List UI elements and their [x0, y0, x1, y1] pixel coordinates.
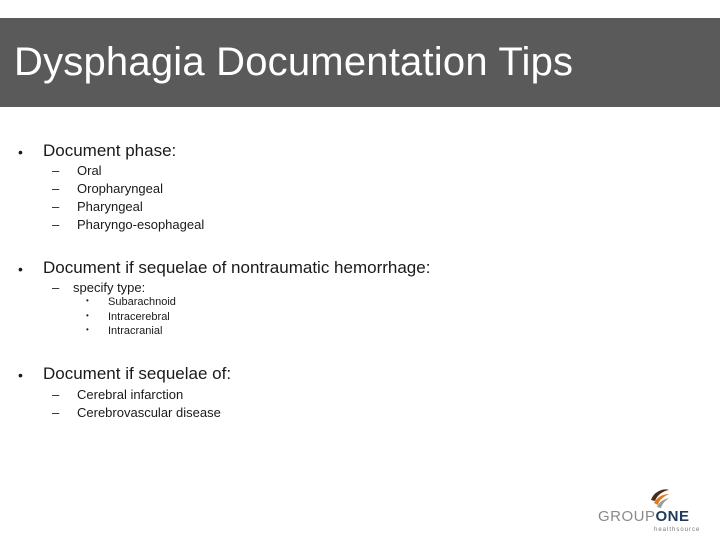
bullet-icon: •: [18, 367, 23, 383]
list-item: Cerebral infarction: [77, 387, 184, 402]
list-item: Intracranial: [108, 325, 163, 337]
logo-word-group: GROUP: [598, 508, 656, 525]
list-item: Cerebrovascular disease: [77, 405, 221, 420]
list-item: Subarachnoid: [108, 296, 176, 308]
bullet-icon: •: [86, 325, 89, 334]
logo-tagline: healthsource: [654, 527, 701, 533]
logo-word-one: ONE: [655, 508, 690, 525]
slide-title: Dysphagia Documentation Tips: [14, 40, 574, 84]
dash-icon: –: [52, 387, 60, 402]
bullet-icon: •: [86, 311, 89, 320]
dash-icon: –: [52, 217, 60, 232]
bullet-icon: •: [86, 296, 89, 305]
list-item: Oral: [77, 163, 102, 178]
bullet-icon: •: [18, 261, 23, 277]
section-heading-sequelae: Document if sequelae of:: [43, 364, 232, 383]
list-item: Pharyngeal: [77, 199, 143, 214]
list-item: Oropharyngeal: [77, 181, 163, 196]
dash-icon: –: [52, 280, 60, 295]
bullet-icon: •: [18, 144, 23, 160]
dash-icon: –: [52, 199, 60, 214]
sub-heading: specify type:: [73, 280, 146, 295]
dash-icon: –: [52, 405, 60, 420]
dash-icon: –: [52, 163, 60, 178]
company-logo: [598, 486, 716, 536]
section-heading-hemorrhage: Document if sequelae of nontraumatic hemorrhage:: [43, 258, 431, 277]
list-item: Intracerebral: [108, 311, 170, 323]
dash-icon: –: [52, 181, 60, 196]
logo-swoosh-icon: [648, 486, 672, 510]
logo-wordmark: [598, 508, 690, 525]
section-heading-phase: Document phase:: [43, 141, 177, 160]
list-item: Pharyngo-esophageal: [77, 217, 205, 232]
